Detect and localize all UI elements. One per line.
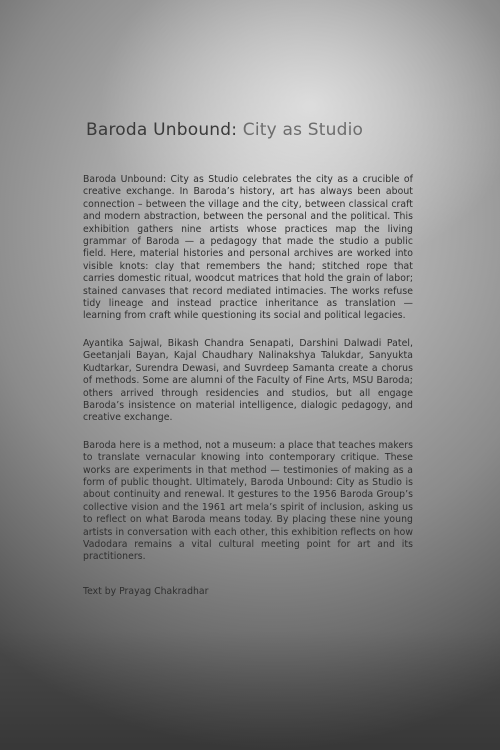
author-credit: Text by Prayag Chakradhar (83, 585, 209, 597)
title-main: Baroda Unbound: (86, 120, 238, 140)
exhibition-title (86, 120, 413, 140)
intro-paragraph: Baroda Unbound: City as Studio celebrates the city as a crucible of creative exchange. In Baroda’s history, art has always been about connection – between the village and the city, between classical craft and modern abstraction, between the personal and the political. This exhibition gathers nine artists whose practices map the living grammar of Baroda — a pedagogy that made the studio a public field. Here, material histories and personal archives are worked into visible knots: clay that remembers the hand; stitched rope that carries domestic ritual, woodcut matrices that hold the grain of labor; stained canvases that record mediated intimacies. The works refuse tidy lineage and instead practice inheritance as translation — learning from craft while questioning its social and political legacies. (83, 174, 413, 322)
wall-text-panel (83, 120, 413, 598)
floor-shadow (0, 630, 500, 750)
title-subtitle: City as Studio (242, 120, 364, 140)
closing-paragraph: Baroda here is a method, not a museum: a place that teaches makers to translate vernacular knowing into contemporary critique. These works are experiments in that method — testimonies of making as a form of public thought. Ultimately, Baroda Unbound: City as Studio is about continuity and renewal. It gestures to the 1956 Baroda Group’s collective vision and the 1961 art mela’s spirit of inclusion, asking us to reflect on what Baroda means today. By placing these nine young artists in conversation with each other, this exhibition reflects on how Vadodara remains a vital cultural meeting point for art and its practitioners. (83, 439, 413, 563)
artists-paragraph: Ayantika Sajwal, Bikash Chandra Senapati, Darshini Dalwadi Patel, Geetanjali Bayan, Kajal Chaudhary Nalinakshya Talukdar, Sanyukta Kudtarkar, Surendra Dewasi, and Suvrdeep Samanta create a chorus of methods. Some are alumni of the Faculty of Fine Arts, MSU Baroda; others arrived through residencies and studios, but all engage Baroda’s insistence on material intelligence, dialogic pedagogy, and creative exchange. (83, 337, 413, 424)
